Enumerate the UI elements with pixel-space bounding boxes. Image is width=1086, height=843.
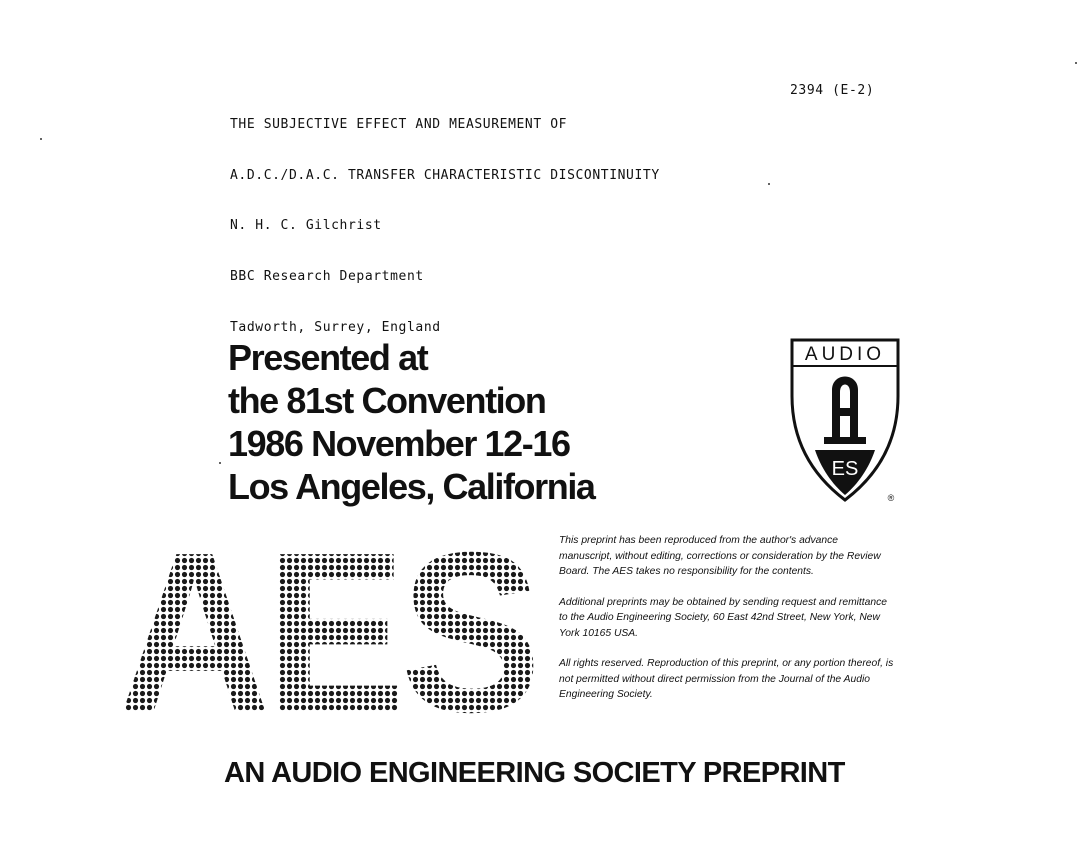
paper-title-line-2: A.D.C./D.A.C. TRANSFER CHARACTERISTIC DISCONTINUITY (230, 168, 660, 183)
aes-halftone-letters (118, 536, 538, 716)
logo-top-text: AUDIO (804, 344, 886, 365)
paper-title-line-1: THE SUBJECTIVE EFFECT AND MEASUREMENT OF (230, 117, 568, 132)
scan-speck (768, 183, 770, 185)
registered-mark: ® (887, 493, 895, 503)
convention-line-2: the 81st Convention (228, 380, 546, 421)
disclaimer-paragraph-3: All rights reserved. Reproduction of this preprint, or any portion thereof, is not permitted without direct permission from the Journal of the Audio Engineering Society. (559, 658, 894, 700)
preprint-number: 2394 (E-2) (790, 83, 875, 98)
scan-speck (219, 462, 221, 464)
scan-speck (1075, 62, 1077, 64)
convention-info (228, 336, 595, 508)
aes-shield-logo (790, 338, 900, 506)
scan-speck (40, 138, 42, 140)
logo-bottom-text: ES (831, 458, 859, 480)
convention-line-3: 1986 November 12-16 (228, 423, 570, 464)
author-block (230, 183, 441, 353)
author-location: Tadworth, Surrey, England (230, 320, 441, 335)
convention-line-4: Los Angeles, California (228, 466, 595, 507)
disclaimer (559, 533, 894, 718)
disclaimer-paragraph-2: Additional preprints may be obtained by sending request and remittance to the Audio Engineering Society, 60 East 42nd Street, New York, New York 10165 USA. (559, 596, 887, 639)
preprint-banner: AN AUDIO ENGINEERING SOCIETY PREPRINT (224, 757, 845, 789)
aes-large-text: AES (118, 536, 536, 716)
author-organization: BBC Research Department (230, 269, 424, 284)
author-name: N. H. C. Gilchrist (230, 218, 382, 233)
convention-line-1: Presented at (228, 337, 428, 378)
disclaimer-paragraph-1: This preprint has been reproduced from the author's advance manuscript, without editing, corrections or consideration by the Review Board. The AES takes no responsibility for the contents. (559, 535, 881, 577)
